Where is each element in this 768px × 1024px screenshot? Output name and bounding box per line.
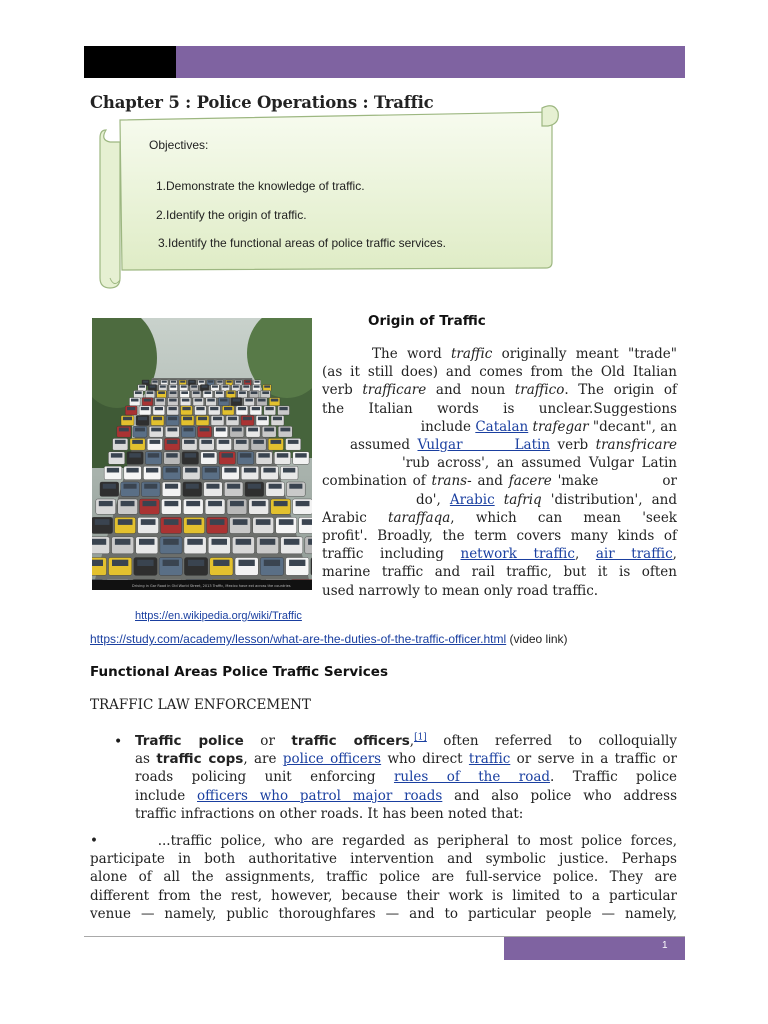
car-window-shape xyxy=(233,519,248,525)
car-window-shape xyxy=(210,519,225,525)
car-window-shape xyxy=(212,539,228,545)
link-rules-of-the-road[interactable]: rules of the road xyxy=(393,769,551,786)
car-window-shape xyxy=(216,391,223,394)
car-window-shape xyxy=(236,539,252,545)
origin-title: Origin of Traffic xyxy=(368,313,486,329)
car-window-shape xyxy=(163,560,179,566)
header-purple-bar xyxy=(176,46,685,78)
page-number: 1 xyxy=(662,940,668,951)
car-window-shape xyxy=(153,417,162,421)
car-window-shape xyxy=(262,391,269,394)
car-window-shape xyxy=(308,539,312,545)
car-window-shape xyxy=(115,440,126,444)
car-window-shape xyxy=(224,407,232,410)
car-window-shape xyxy=(139,539,155,545)
car-window-shape xyxy=(288,440,299,444)
traffic-law-enforcement-heading: TRAFFIC LAW ENFORCEMENT xyxy=(90,697,311,713)
link-arabic[interactable]: Arabic xyxy=(449,491,495,508)
car-window-shape xyxy=(144,484,157,489)
car-window-shape xyxy=(151,428,161,432)
car-window-shape xyxy=(141,519,156,525)
car-window-shape xyxy=(144,399,152,402)
car-window-shape xyxy=(146,468,158,473)
car-window-shape xyxy=(213,560,229,566)
car-window-shape xyxy=(239,391,246,394)
car-window-shape xyxy=(255,381,260,383)
car-window-shape xyxy=(198,417,207,421)
car-window-shape xyxy=(188,560,204,566)
car-window-shape xyxy=(207,399,215,402)
car-window-shape xyxy=(167,428,177,432)
car-window-shape xyxy=(169,399,177,402)
car-window-shape xyxy=(139,385,145,387)
objective-item: 2.Identify the origin of traffic. xyxy=(156,208,307,222)
car-window-shape xyxy=(196,407,204,410)
car-window-shape xyxy=(143,381,148,383)
car-window-shape xyxy=(123,417,132,421)
car-window-shape xyxy=(168,417,177,421)
car-window-shape xyxy=(302,519,312,525)
car-window-shape xyxy=(181,391,188,394)
car-window-shape xyxy=(217,381,222,383)
car-window-shape xyxy=(141,407,149,410)
car-window-shape xyxy=(135,428,145,432)
link-police-officers[interactable]: police officers xyxy=(282,751,382,768)
car-window-shape xyxy=(184,428,194,432)
car-window-shape xyxy=(233,399,241,402)
car-window-shape xyxy=(119,428,129,432)
objectives-scroll xyxy=(96,102,560,296)
car-window-shape xyxy=(115,539,130,545)
car-window-shape xyxy=(232,428,242,432)
study-link-line xyxy=(90,632,568,646)
car-window-shape xyxy=(283,468,295,473)
car-window-shape xyxy=(163,539,179,545)
car-window-shape xyxy=(205,468,217,473)
car-window-shape xyxy=(164,501,178,506)
study-link[interactable]: https://study.com/academy/lesson/what-are-the-duties-of-the-traffic-officer.html xyxy=(90,632,507,646)
car-window-shape xyxy=(274,501,288,506)
footer-purple-bar xyxy=(504,937,685,960)
car-window-shape xyxy=(203,453,215,457)
car-window-shape xyxy=(216,428,226,432)
car-window-shape xyxy=(228,417,237,421)
photo-caption: Driving in Gar Road in Old World Street, 2013 Traffic, Mexico have ext across the countries xyxy=(132,584,291,588)
car-window-shape xyxy=(150,385,156,387)
car-window-shape xyxy=(184,440,195,444)
car-window-shape xyxy=(138,417,147,421)
car-window-shape xyxy=(227,484,240,489)
car-window-shape xyxy=(187,539,203,545)
car-window-shape xyxy=(124,484,137,489)
car-window-shape xyxy=(238,407,246,410)
link-network-traffic[interactable]: network traffic xyxy=(460,546,575,563)
car-window-shape xyxy=(224,468,236,473)
car-window-shape xyxy=(248,484,261,489)
car-window-shape xyxy=(185,468,197,473)
car-window-shape xyxy=(236,381,241,383)
car-window-shape xyxy=(131,399,139,402)
origin-paragraph: The word traffic originally meant "trade" (as it still does) and comes from the Old Italian verb trafficare and noun traffico. The origin of the Italian words is unclear.Suggestions include Catalan trafegar "decant", an assumed Vulgar Latin verb transfricare 'rub across', an assumed Vulgar Latin combination of trans- and facere 'make or do', Arabic tafriq 'distribution', and Arabic taraffaqa, which can mean 'seek profit'. Broadly, the term covers many kinds of traffic including network traffic, air traffic, marine traffic and rail traffic, but it is often used narrowly to mean only road traffic. xyxy=(322,346,678,599)
scroll-shape xyxy=(96,102,560,296)
car-window-shape xyxy=(212,385,218,387)
car-window-shape xyxy=(164,519,179,525)
car-window-shape xyxy=(170,385,176,387)
car-window-shape xyxy=(195,399,203,402)
car-window-shape xyxy=(181,385,187,387)
car-window-shape xyxy=(245,381,250,383)
car-window-shape xyxy=(135,391,142,394)
car-window-shape xyxy=(289,560,305,566)
car-window-shape xyxy=(269,484,282,489)
car-window-shape xyxy=(199,381,204,383)
car-shape xyxy=(311,558,312,576)
car-window-shape xyxy=(118,519,133,525)
car-window-shape xyxy=(148,453,160,457)
car-window-shape xyxy=(271,440,282,444)
car-window-shape xyxy=(129,453,141,457)
car-window-shape xyxy=(92,539,106,545)
car-window-shape xyxy=(251,391,258,394)
car-window-shape xyxy=(103,484,116,489)
car-window-shape xyxy=(202,385,208,387)
car-window-shape xyxy=(160,385,166,387)
car-window-shape xyxy=(191,385,197,387)
link-air-traffic[interactable]: air traffic xyxy=(595,546,673,563)
car-window-shape xyxy=(260,539,276,545)
car-window-shape xyxy=(92,560,103,566)
car-window-shape xyxy=(296,501,310,506)
car-window-shape xyxy=(263,468,275,473)
car-window-shape xyxy=(243,417,252,421)
car-window-shape xyxy=(258,399,266,402)
car-window-shape xyxy=(193,391,200,394)
car-window-shape xyxy=(208,501,222,506)
car-window-shape xyxy=(183,417,192,421)
car-window-shape xyxy=(253,440,264,444)
car-window-shape xyxy=(167,440,178,444)
car-window-shape xyxy=(169,407,177,410)
car-window-shape xyxy=(162,381,167,383)
objectives-heading: Objectives: xyxy=(149,138,209,152)
car-window-shape xyxy=(158,391,165,394)
car-window-shape xyxy=(112,560,128,566)
link-vulgar-latin[interactable]: Vulgar Latin xyxy=(417,437,551,454)
car-window-shape xyxy=(289,484,302,489)
car-window-shape xyxy=(201,440,212,444)
car-window-shape xyxy=(252,407,260,410)
car-window-shape xyxy=(111,453,123,457)
link-traffic[interactable]: traffic xyxy=(468,751,511,768)
car-window-shape xyxy=(186,484,199,489)
car-window-shape xyxy=(99,501,113,506)
car-window-shape xyxy=(166,453,178,457)
car-window-shape xyxy=(248,428,258,432)
car-window-shape xyxy=(95,519,110,525)
objective-item: 3.Identify the functional areas of police traffic services. xyxy=(158,236,446,250)
car-window-shape xyxy=(258,453,270,457)
car-window-shape xyxy=(244,468,256,473)
car-window-shape xyxy=(204,391,211,394)
link-catalan[interactable]: Catalan xyxy=(475,418,529,435)
car-window-shape xyxy=(279,519,294,525)
bullet-paragraph: Traffic police or traffic officers,[1] often referred to colloquially as traffic cops, are police officers who direct traffic or serve in a traffic or roads policing unit enforcing rules of the road. Traffic police include officers who patrol major roads and also police who address traffic infractions on other roads. It has been noted that: xyxy=(135,732,678,822)
car-window-shape xyxy=(143,501,157,506)
car-window-shape xyxy=(220,399,228,402)
car-window-shape xyxy=(200,428,210,432)
car-window-shape xyxy=(182,399,190,402)
car-window-shape xyxy=(171,381,176,383)
car-window-shape xyxy=(170,391,177,394)
car-window-shape xyxy=(258,417,267,421)
car-window-shape xyxy=(273,417,282,421)
car-window-shape xyxy=(208,381,213,383)
car-window-shape xyxy=(264,428,274,432)
link-officers-patrol[interactable]: officers who patrol major roads xyxy=(197,787,443,804)
car-window-shape xyxy=(264,385,270,387)
bullet-icon: • xyxy=(114,734,123,750)
car-window-shape xyxy=(245,399,253,402)
car-window-shape xyxy=(233,385,239,387)
car-window-shape xyxy=(156,399,164,402)
car-window-shape xyxy=(254,385,260,387)
car-window-shape xyxy=(280,428,290,432)
car-window-shape xyxy=(185,453,197,457)
functional-areas-title: Functional Areas Police Traffic Services xyxy=(90,664,388,680)
car-window-shape xyxy=(266,407,274,410)
car-window-shape xyxy=(180,381,185,383)
car-window-shape xyxy=(213,417,222,421)
car-window-shape xyxy=(239,560,255,566)
car-window-shape xyxy=(228,391,235,394)
quote-paragraph: • ...traffic police, who are regarded as peripheral to most police forces, participate in both authoritative intervention and symbolic justice. Perhaps alone of all the assignments, traffic police are full-service police. They are different from the rest, however, because their work is limited to a particular venue — namely, public thoroughfares — and to particular people — namely, xyxy=(90,833,677,922)
objective-item: 1.Demonstrate the knowledge of traffic. xyxy=(156,179,365,193)
car-window-shape xyxy=(284,539,300,545)
car-window-shape xyxy=(230,501,244,506)
car-window-shape xyxy=(150,440,161,444)
car-window-shape xyxy=(147,391,154,394)
car-window-shape xyxy=(227,381,232,383)
car-window-shape xyxy=(222,453,234,457)
car-window-shape xyxy=(223,385,229,387)
car-window-shape xyxy=(295,453,307,457)
car-window-shape xyxy=(243,385,249,387)
car-window-shape xyxy=(121,501,135,506)
wiki-link[interactable]: https://en.wikipedia.org/wiki/Traffic xyxy=(135,610,302,622)
traffic-jam-photo xyxy=(92,318,312,590)
car-window-shape xyxy=(187,519,202,525)
car-window-shape xyxy=(165,484,178,489)
car-window-shape xyxy=(155,407,163,410)
car-window-shape xyxy=(219,440,230,444)
car-window-shape xyxy=(271,399,279,402)
car-window-shape xyxy=(182,407,190,410)
citation-link[interactable]: [1] xyxy=(414,732,427,743)
car-window-shape xyxy=(240,453,252,457)
car-window-shape xyxy=(256,519,271,525)
car-window-shape xyxy=(137,560,153,566)
car-window-shape xyxy=(236,440,247,444)
car-window-shape xyxy=(279,407,287,410)
car-window-shape xyxy=(107,468,119,473)
chapter-title: Chapter 5 : Police Operations : Traffic xyxy=(90,93,434,112)
car-window-shape xyxy=(132,440,143,444)
car-window-shape xyxy=(152,381,157,383)
car-window-shape xyxy=(210,407,218,410)
car-window-shape xyxy=(264,560,280,566)
car-window-shape xyxy=(190,381,195,383)
car-window-shape xyxy=(252,501,266,506)
car-window-shape xyxy=(186,501,200,506)
video-link-note: (video link) xyxy=(509,632,568,646)
car-window-shape xyxy=(166,468,178,473)
car-window-shape xyxy=(206,484,219,489)
header-black-block xyxy=(84,46,176,78)
car-window-shape xyxy=(277,453,289,457)
car-window-shape xyxy=(127,407,135,410)
car-window-shape xyxy=(126,468,138,473)
